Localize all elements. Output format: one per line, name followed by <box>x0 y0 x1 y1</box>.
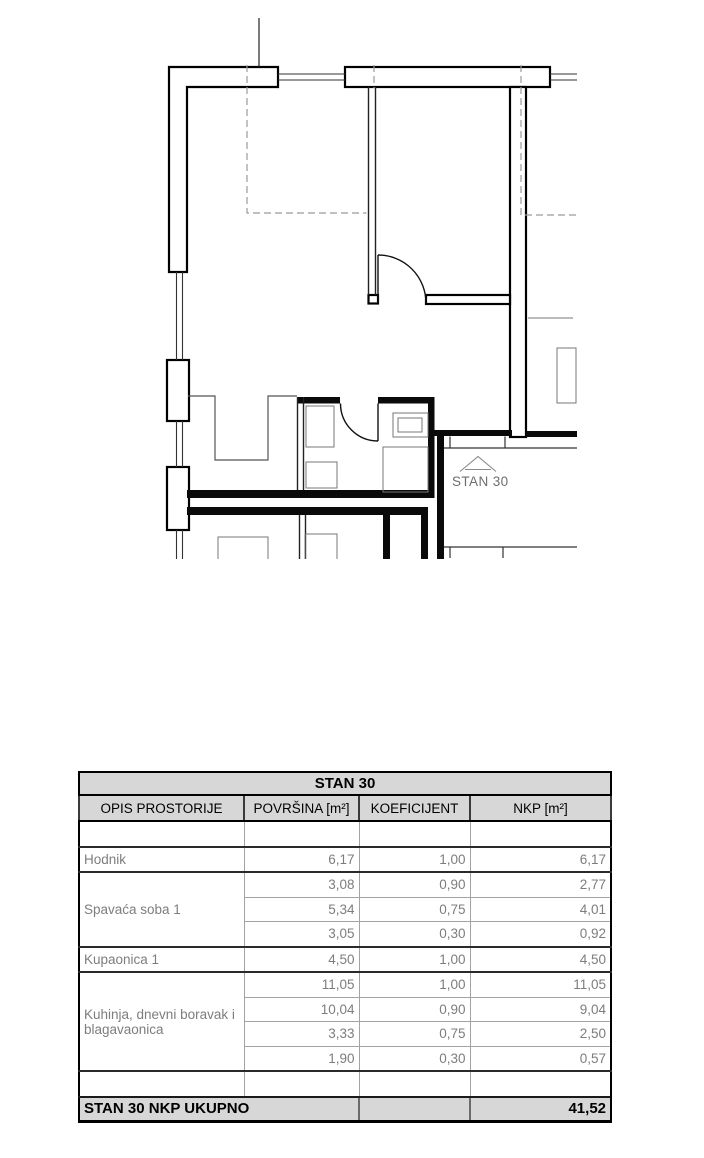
cell-empty <box>244 1071 359 1097</box>
cell-empty <box>79 1071 244 1097</box>
spacer-row <box>79 821 611 847</box>
cell-room-name: Kupaonica 1 <box>79 947 244 973</box>
cell-room-name: Spavaća soba 1 <box>79 872 244 947</box>
cell-empty <box>359 1097 470 1122</box>
area-table <box>78 771 612 1123</box>
spacer-row <box>79 1071 611 1097</box>
cell-koef: 1,00 <box>359 847 470 873</box>
cell-empty <box>244 821 359 847</box>
cell-nkp: 0,57 <box>470 1046 611 1071</box>
cell-room-name: Kuhinja, dnevni boravak i blagavaonica <box>79 972 244 1071</box>
cell-nkp: 0,92 <box>470 922 611 947</box>
table-row <box>79 947 611 973</box>
cell-koef: 1,00 <box>359 947 470 973</box>
table-title-row <box>79 772 611 795</box>
table-header-row <box>79 795 611 821</box>
total-value: 41,52 <box>470 1097 611 1122</box>
cell-area: 3,33 <box>244 1022 359 1047</box>
cell-empty <box>470 821 611 847</box>
cell-area: 5,34 <box>244 897 359 922</box>
apartment-label: STAN 30 <box>452 474 509 489</box>
col-header-koeficijent: KOEFICIJENT <box>359 795 470 821</box>
cell-nkp: 2,77 <box>470 872 611 897</box>
cell-area: 3,08 <box>244 872 359 897</box>
cell-area: 6,17 <box>244 847 359 873</box>
cell-area: 3,05 <box>244 922 359 947</box>
cell-nkp: 4,01 <box>470 897 611 922</box>
total-label: STAN 30 NKP UKUPNO <box>79 1097 359 1122</box>
table-row <box>79 847 611 873</box>
cell-koef: 0,75 <box>359 1022 470 1047</box>
cell-area: 4,50 <box>244 947 359 973</box>
cell-nkp: 4,50 <box>470 947 611 973</box>
cell-area: 11,05 <box>244 972 359 997</box>
col-header-nkp: NKP [m²] <box>470 795 611 821</box>
col-header-opis: OPIS PROSTORIJE <box>79 795 244 821</box>
cell-nkp: 9,04 <box>470 997 611 1022</box>
table-title: STAN 30 <box>79 772 611 795</box>
entrance-opening <box>444 437 577 559</box>
cell-nkp: 11,05 <box>470 972 611 997</box>
table-row <box>79 972 611 997</box>
total-row <box>79 1097 611 1122</box>
cell-koef: 0,90 <box>359 997 470 1022</box>
cell-empty <box>470 1071 611 1097</box>
cell-nkp: 2,50 <box>470 1022 611 1047</box>
cell-area: 10,04 <box>244 997 359 1022</box>
cell-area: 1,90 <box>244 1046 359 1071</box>
cell-empty <box>359 1071 470 1097</box>
entrance-marker-icon <box>460 457 496 472</box>
cell-nkp: 6,17 <box>470 847 611 873</box>
cell-empty <box>79 821 244 847</box>
cell-koef: 1,00 <box>359 972 470 997</box>
cell-koef: 0,30 <box>359 922 470 947</box>
bathroom-fixtures <box>306 406 428 492</box>
cell-koef: 0,90 <box>359 872 470 897</box>
kitchen-counter <box>188 396 297 460</box>
cell-koef: 0,30 <box>359 1046 470 1071</box>
cell-room-name: Hodnik <box>79 847 244 873</box>
cell-koef: 0,75 <box>359 897 470 922</box>
col-header-povrsina: POVRŠINA [m²] <box>244 795 359 821</box>
cell-empty <box>359 821 470 847</box>
table-row <box>79 872 611 897</box>
